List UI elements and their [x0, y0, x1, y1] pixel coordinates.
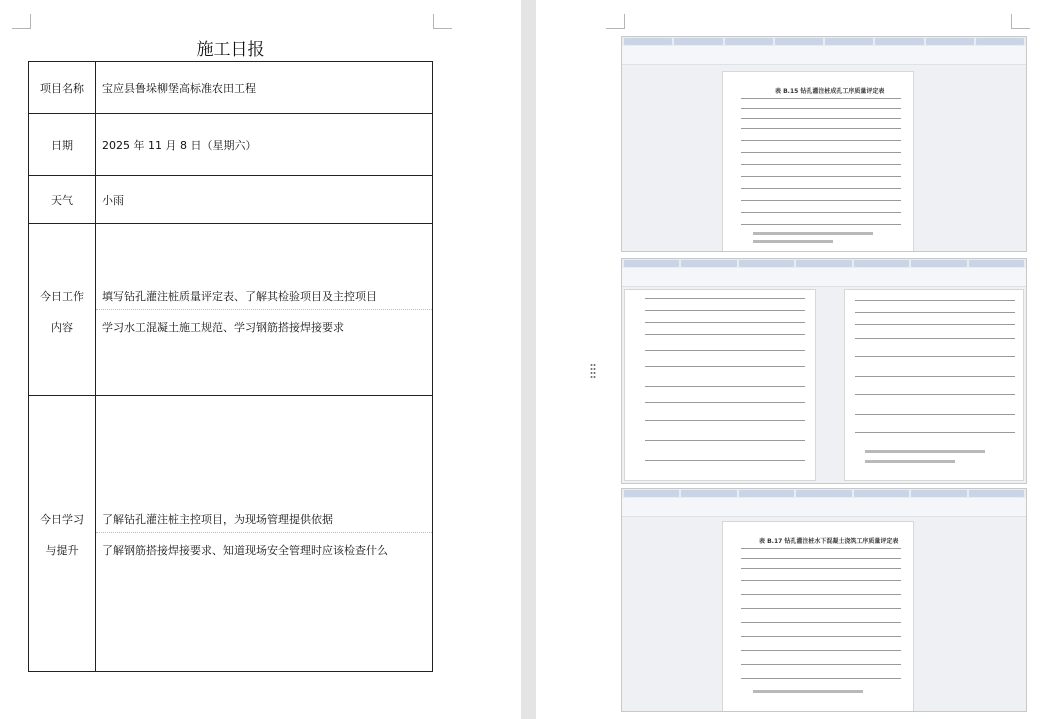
- daily-report-page: [0, 0, 521, 719]
- crop-mark: [1011, 14, 1030, 29]
- date-value[interactable]: 2025 年 11 月 8 日（星期六）: [96, 114, 433, 176]
- embedded-screenshot: [621, 36, 1027, 252]
- project-name-label: 项目名称: [29, 62, 96, 114]
- weather-value[interactable]: 小雨: [96, 176, 433, 224]
- report-table: [28, 61, 433, 672]
- work-content-value[interactable]: [96, 224, 433, 396]
- table-row: [29, 62, 433, 114]
- learning-label-line2: 与提升: [45, 544, 79, 557]
- document-thumbnail: [844, 289, 1024, 481]
- crop-mark: [433, 14, 452, 29]
- work-content-label: [29, 224, 96, 396]
- work-content-label-line1: 今日工作: [40, 290, 84, 303]
- page-gutter: [521, 0, 536, 719]
- learning-value[interactable]: [96, 396, 433, 672]
- learning-label-line1: 今日学习: [40, 513, 84, 526]
- embedded-screenshot: [621, 258, 1027, 484]
- crop-mark: [12, 14, 31, 29]
- embedded-screenshot: [621, 488, 1027, 712]
- table-row: [29, 224, 433, 396]
- report-title: 施工日报: [196, 40, 265, 60]
- learning-line: 了解钻孔灌注桩主控项目，为现场管理提供依据: [102, 513, 333, 526]
- weather-label: 天气: [29, 176, 96, 224]
- work-content-line: 填写钻孔灌注桩质量评定表、了解其检验项目及主控项目: [102, 290, 377, 303]
- date-label: 日期: [29, 114, 96, 176]
- document-thumbnail: [722, 521, 914, 712]
- project-name-value[interactable]: 宝应县鲁垛柳堡高标准农田工程: [96, 62, 433, 114]
- learning-line: 了解钢筋搭接焊接要求、知道现场安全管理时应该检查什么: [102, 544, 388, 557]
- drag-handle-icon[interactable]: [590, 363, 596, 379]
- thumbnail-heading: 表 B.17 钻孔灌注桩水下混凝土浇筑工序质量评定表: [759, 538, 899, 545]
- work-content-label-line2: 内容: [51, 321, 73, 334]
- crop-mark: [606, 14, 625, 29]
- document-thumbnail: [722, 71, 914, 252]
- document-thumbnail: [624, 289, 816, 481]
- table-row: [29, 176, 433, 224]
- learning-label: [29, 396, 96, 672]
- table-row: [29, 396, 433, 672]
- thumbnail-heading: 表 B.15 钻孔灌注桩成孔工序质量评定表: [775, 88, 885, 95]
- work-content-line: 学习水工混凝土施工规范、学习钢筋搭接焊接要求: [102, 321, 344, 334]
- table-row: [29, 114, 433, 176]
